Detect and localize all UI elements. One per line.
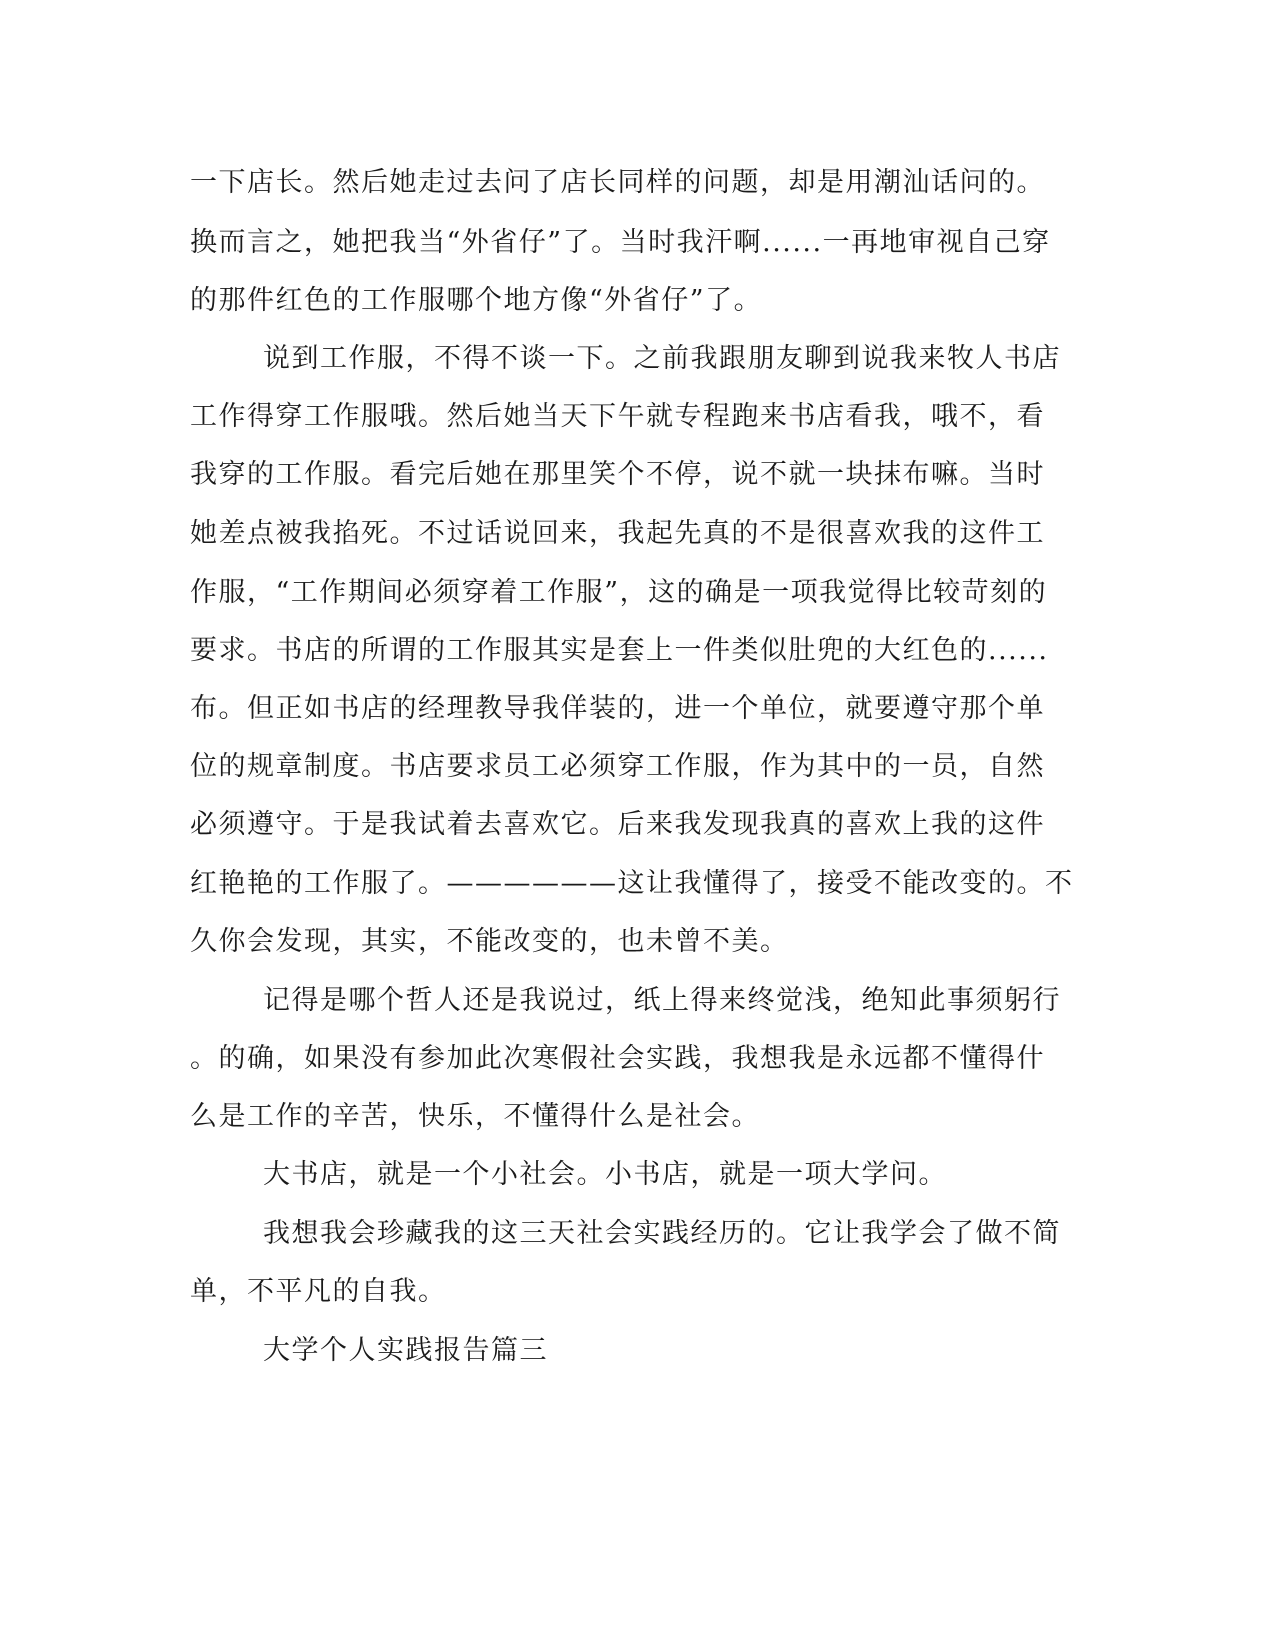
paragraph-start-line: 我想我会珍藏我的这三天社会实践经历的。它让我学会了做不简 xyxy=(263,1218,1061,1249)
paragraph-start-line: 记得是哪个哲人还是我说过，纸上得来终觉浅，绝知此事须躬行 xyxy=(263,985,1061,1016)
section-heading: 大学个人实践报告篇三 xyxy=(263,1335,548,1366)
paragraph-start-line: 大书店，就是一个小社会。小书店，就是一项大学问。 xyxy=(263,1159,947,1190)
text-line: 工作得穿工作服哦。然后她当天下午就专程跑来书店看我，哦不，看 xyxy=(190,401,1045,432)
text-line: 她差点被我掐死。不过话说回来，我起先真的不是很喜欢我的这件工 xyxy=(190,518,1045,549)
text-line: 布。但正如书店的经理教导我佯装的，进一个单位，就要遵守那个单 xyxy=(190,693,1045,724)
text-line: 换而言之，她把我当“外省仔”了。当时我汗啊......一再地审视自己穿 xyxy=(190,227,1051,258)
text-line: 位的规章制度。书店要求员工必须穿工作服，作为其中的一员，自然 xyxy=(190,751,1045,782)
text-line: 红艳艳的工作服了。——————这让我懂得了，接受不能改变的。不 xyxy=(190,868,1074,899)
text-line: 的那件红色的工作服哪个地方像“外省仔”了。 xyxy=(190,285,763,316)
text-line: 。的确，如果没有参加此次寒假社会实践，我想我是永远都不懂得什 xyxy=(190,1043,1045,1074)
text-line: 必须遵守。于是我试着去喜欢它。后来我发现我真的喜欢上我的这件 xyxy=(190,809,1045,840)
text-line: 要求。书店的所谓的工作服其实是套上一件类似肚兜的大红色的...... xyxy=(190,635,1049,666)
text-line: 一下店长。然后她走过去问了店长同样的问题，却是用潮汕话问的。 xyxy=(190,167,1045,198)
text-line: 么是工作的辛苦，快乐，不懂得什么是社会。 xyxy=(190,1101,760,1132)
text-line: 我穿的工作服。看完后她在那里笑个不停，说不就一块抹布嘛。当时 xyxy=(190,459,1045,490)
text-line: 单，不平凡的自我。 xyxy=(190,1276,447,1307)
text-line: 作服，“工作期间必须穿着工作服”，这的确是一项我觉得比较苛刻的 xyxy=(190,577,1048,608)
text-line: 久你会发现，其实，不能改变的，也未曾不美。 xyxy=(190,926,789,957)
paragraph-start-line: 说到工作服，不得不谈一下。之前我跟朋友聊到说我来牧人书店 xyxy=(263,343,1061,374)
